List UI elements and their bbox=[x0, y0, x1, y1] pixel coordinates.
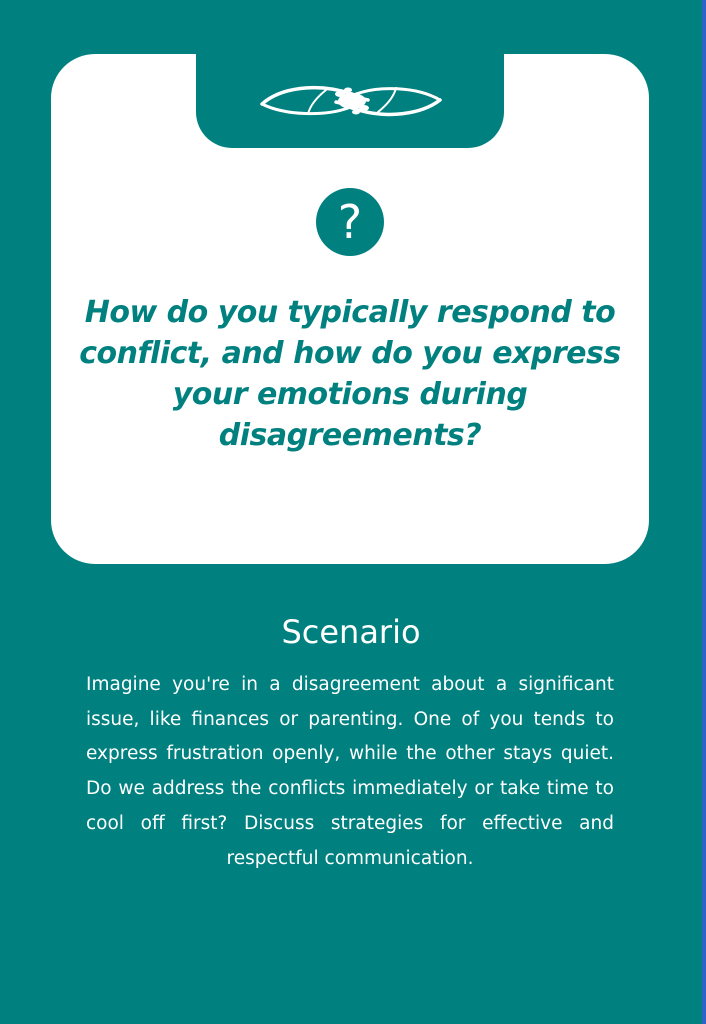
scenario-heading: Scenario bbox=[281, 613, 421, 651]
two-hands-clasp-logo-icon bbox=[256, 72, 446, 128]
question-mark-icon: ? bbox=[316, 188, 384, 256]
card-notch bbox=[196, 54, 504, 148]
question-card bbox=[51, 54, 649, 564]
scenario-body: Imagine you're in a disagreement about a significant issue, like finances or parenting. One of you tends to express frustration openly, while the other stays quiet. Do we address the conflicts immediately or take time to cool off first? Discuss strategies for effective and respectful communication. bbox=[86, 674, 614, 869]
right-edge-line bbox=[702, 0, 706, 1024]
question-text: How do you typically respond to conflict, and how do you express your emotions during disagreements? bbox=[79, 295, 621, 453]
